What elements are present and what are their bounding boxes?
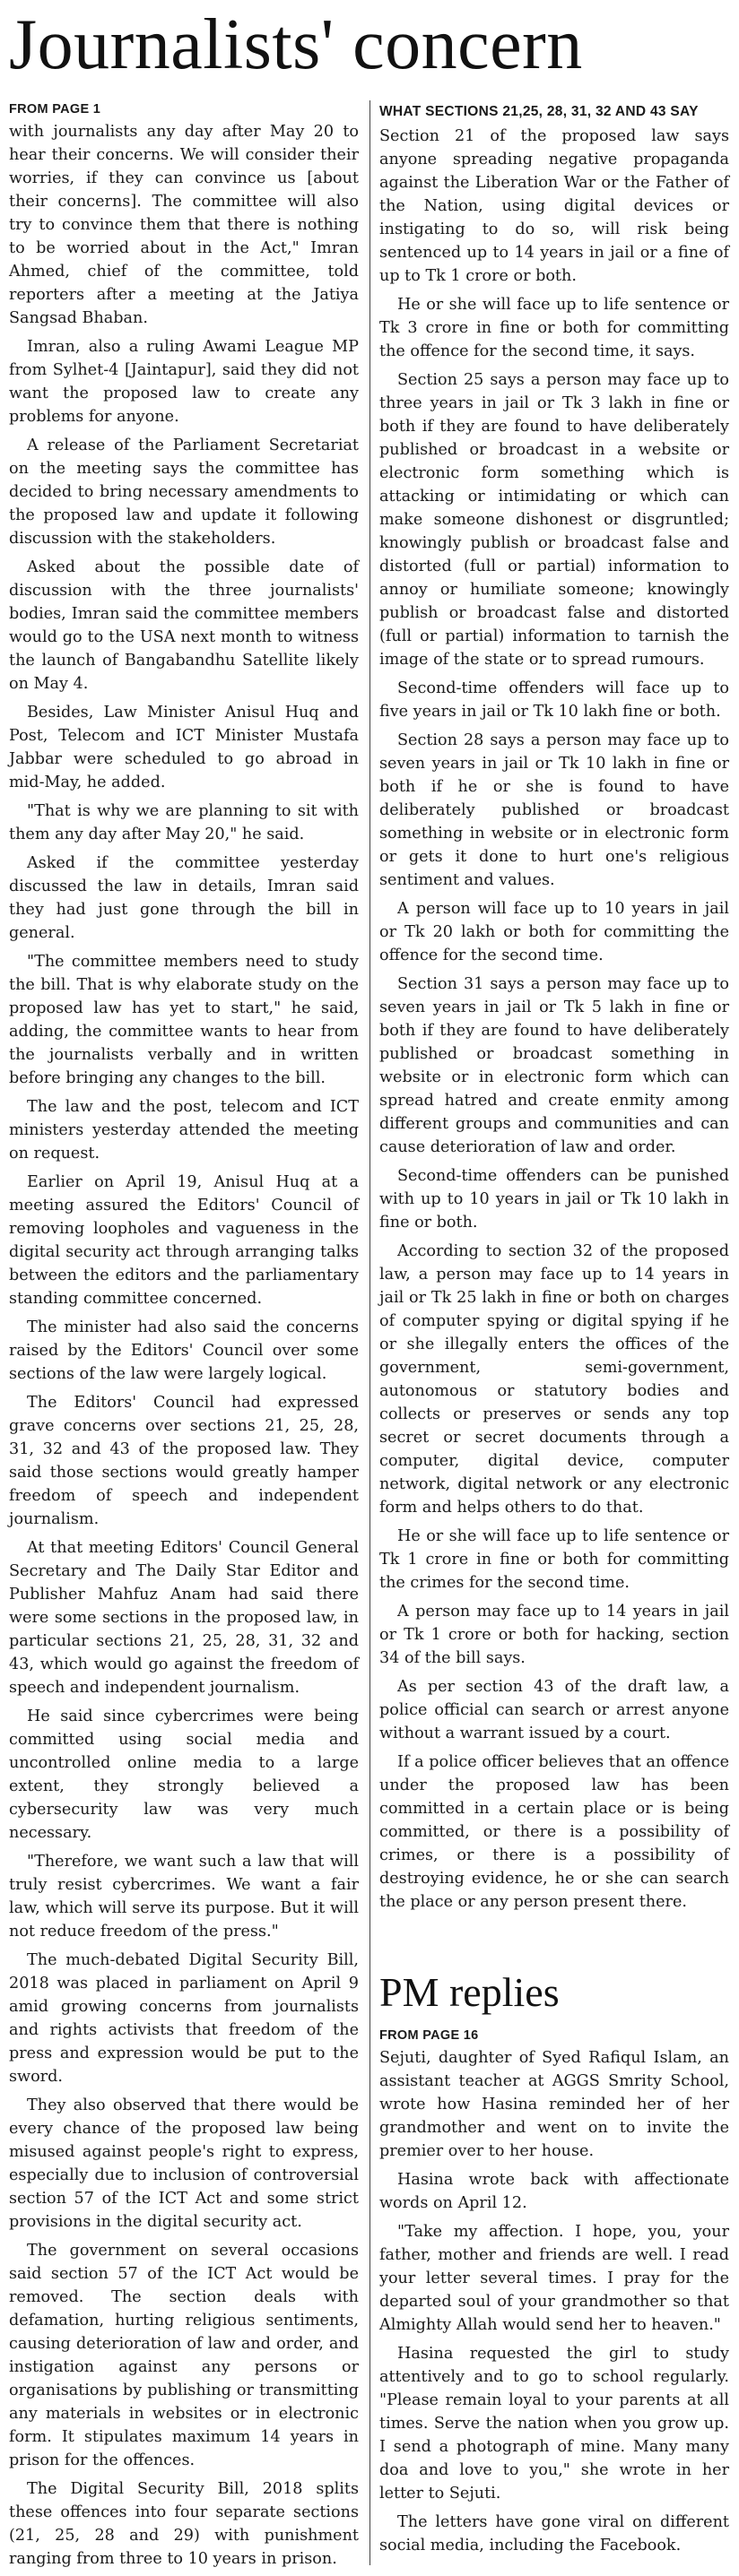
article-paragraph: The law and the post, telecom and ICT ministers yesterday attended the meeting on request. [9, 1098, 359, 1163]
article-paragraph: He or she will face up to life sentence or Tk 3 crore in fine or both for committing the offence for the second time, it says. [379, 296, 729, 360]
article-right-column [379, 100, 729, 2563]
article-paragraph: At that meeting Editors' Council General Secretary and The Daily Star Editor and Publisher Mahfuz Anam had said there were some sections in the proposed law, in particular sections 21, 25, 28, 31, 32 and 43, which would go against the freedom of speech and independent journalism. [9, 1539, 359, 1697]
article-paragraph: "Take my affection. I hope, you, your father, mother and friends are well. I read your letter several times. I pray for the departed soul of your grandmother so that Almighty Allah would send her to heaven." [379, 2223, 729, 2334]
article-paragraph: Section 31 says a person may face up to seven years in jail or Tk 5 lakh in fine or both if they are found to have deliberately published or broadcast something in website or in electronic form which can spread hatred and create enmity among different groups and communities and can cause deterioration of law and order. [379, 975, 729, 1156]
article-paragraph: He said since cybercrimes were being committed using social media and uncontrolled online media to a large extent, they strongly believed a cybersecurity law was very much necessary. [9, 1707, 359, 1842]
article-paragraph: A person will face up to 10 years in jail or Tk 20 lakh or both for committing the offence for the second time. [379, 900, 729, 964]
article-paragraph: The much-debated Digital Security Bill, 2018 was placed in parliament on April 9 amid growing concerns from journalists and rights activists that freedom of the press and expression would be put to the sword. [9, 1951, 359, 2086]
article-paragraph: The minister had also said the concerns raised by the Editors' Council over some sections of the law were largely logical. [9, 1318, 359, 1383]
article-paragraph: A release of the Parliament Secretariat on the meeting says the committee has decided to bring necessary amendments to the proposed law and update it following discussion with the stakeholders. [9, 437, 359, 548]
article-paragraph: "That is why we are planning to sit with them any day after May 20," he said. [9, 802, 359, 843]
article-paragraph: The government on several occasions said section 57 of the ICT Act would be removed. The section deals with defamation, hurting religious sentiments, causing deterioration of law and order, and instigation against any persons or organisations by publishing or transmitting any materials in websites or in electronic form. It stipulates maximum 14 years in prison for the offences. [9, 2242, 359, 2469]
article-paragraph: Besides, Law Minister Anisul Huq and Post, Telecom and ICT Minister Mustafa Jabbar were scheduled to go abroad in mid-May, he added. [9, 704, 359, 791]
article-paragraph: Asked about the possible date of discussion with the three journalists' bodies, Imran said the committee members would go to the USA next month to witness the launch of Bangabandhu Satellite likely on May 4. [9, 558, 359, 693]
article-paragraph: Asked if the committee yesterday discussed the law in details, Imran said they had just gone through the bill in general. [9, 854, 359, 942]
article-paragraph: Imran, also a ruling Awami League MP from Sylhet-4 [Jaintapur], said they did not want the proposed law to create any problems for anyone. [9, 338, 359, 426]
sections-subhead: WHAT SECTIONS 21,25, 28, 31, 32 AND 43 SAY [379, 104, 699, 119]
article-paragraph: Hasina wrote back with affectionate words on April 12. [379, 2171, 729, 2212]
article-paragraph: Earlier on April 19, Anisul Huq at a meeting assured the Editors' Council of removing loopholes and vagueness in the digital security act through arranging talks between the editors and the parliamentary standing committee concerned. [9, 1173, 359, 1308]
article-paragraph: "The committee members need to study the bill. That is why elaborate study on the proposed law has yet to start," he said, adding, the committee wants to hear from the journalists verbally and in written before bringing any changes to the bill. [9, 953, 359, 1087]
article-paragraph: Sejuti, daughter of Syed Rafiqul Islam, an assistant teacher at AGGS Smrity School, wrote how Hasina reminded her of her grandmother and went on to invite the premier over to her house. [379, 2049, 729, 2160]
article-paragraph: Second-time offenders will face up to five years in jail or Tk 10 lakh fine or both. [379, 679, 729, 721]
article-paragraph: He or she will face up to life sentence or Tk 1 crore in fine or both for committing the crimes for the second time. [379, 1527, 729, 1592]
article-left-column [9, 100, 359, 2576]
article-paragraph: If a police officer believes that an offence under the proposed law has been committed in a certain place or is being committed, or there is a possibility of crimes, or there is a possibility of destroying evidence, he or she can search the place or any person present there. [379, 1753, 729, 1911]
article-paragraph: Section 25 says a person may face up to three years in jail or Tk 3 lakh in fine or both if they are found to have deliberately published or broadcast in a website or electronic form something which is attacking or intimidating or which can make someone dishonest or disgruntled; knowingly publish or broadcast false and distorted (full or partial) information to annoy or humiliate someone; knowingly publish or broadcast false and distorted (full or partial) information to tarnish the image of the state or to spread rumours. [379, 371, 729, 669]
article-paragraph: A person may face up to 14 years in jail or Tk 1 crore or both for hacking, section 34 of the bill says. [379, 1603, 729, 1667]
article-paragraph: According to section 32 of the proposed law, a person may face up to 14 years in jail or Tk 25 lakh in fine or both on charges of computer spying or digital spying if he or she illegally enters the offices of the government, semi-government, autonomous or statutory bodies and collects or preserves or sends any top secret or secret documents through a computer, digital device, computer network, digital network or any electronic form and helps others to do that. [379, 1242, 729, 1517]
article-paragraph: Second-time offenders can be punished with up to 10 years in jail or Tk 10 lakh in fine or both. [379, 1167, 729, 1232]
article-paragraph: Hasina requested the girl to study attentively and to go to school regularly. "Please remain loyal to your parents at all times. Serve the nation when you grow up. I send a photograph of mine. Many many doa and love to you," she wrote in her letter to Sejuti. [379, 2345, 729, 2503]
article-paragraph: Section 28 says a person may face up to seven years in jail or Tk 10 lakh in fine or both if he or she is found to have deliberately published or broadcast something in website or in electronic form or gets it done to hurt one's religious sentiment and values. [379, 731, 729, 889]
headline-journalists-concern: Journalists' concern [9, 5, 583, 84]
article-paragraph: Section 21 of the proposed law says anyone spreading negative propaganda against the Liberation War or the Father of the Nation, using digital devices or instigating to do so, will risk being sentenced up to 14 years in jail or a fine of up to Tk 1 crore or both. [379, 127, 729, 285]
dateline-from-page-16: FROM PAGE 16 [379, 2028, 479, 2043]
article-paragraph: with journalists any day after May 20 to hear their concerns. We will consider their worries, if they can convince us [about their concerns]. The committee will also try to convince them that there is nothing to be worried about in the Act," Imran Ahmed, chief of the committee, told reporters after a meeting at the Jatiya Sangsad Bhaban. [9, 123, 359, 327]
article-paragraph: The Editors' Council had expressed grave concerns over sections 21, 25, 28, 31, 32 and 43 of the proposed law. They said those sections would greatly hamper freedom of speech and independent journalism. [9, 1394, 359, 1528]
article-paragraph: The Digital Security Bill, 2018 splits these offences into four separate sections (21, 25, 28 and 29) with punishment ranging from three to 10 years in prison. [9, 2480, 359, 2568]
article-paragraph: As per section 43 of the draft law, a police official can search or arrest anyone without a warrant issued by a court. [379, 1678, 729, 1742]
dateline-from-page-1: FROM PAGE 1 [9, 102, 101, 117]
article-paragraph: "Therefore, we want such a law that will truly resist cybercrimes. We want a fair law, which will serve its purpose. But it will not reduce freedom of the press." [9, 1853, 359, 1941]
headline-pm-replies: PM replies [379, 1969, 560, 2015]
article-paragraph: They also observed that there would be every chance of the proposed law being misused against people's right to express, especially due to inclusion of controversial section 57 of the ICT Act and some strict provisions in the digital security act. [9, 2096, 359, 2231]
article-paragraph: The letters have gone viral on different social media, including the Facebook. [379, 2513, 729, 2554]
